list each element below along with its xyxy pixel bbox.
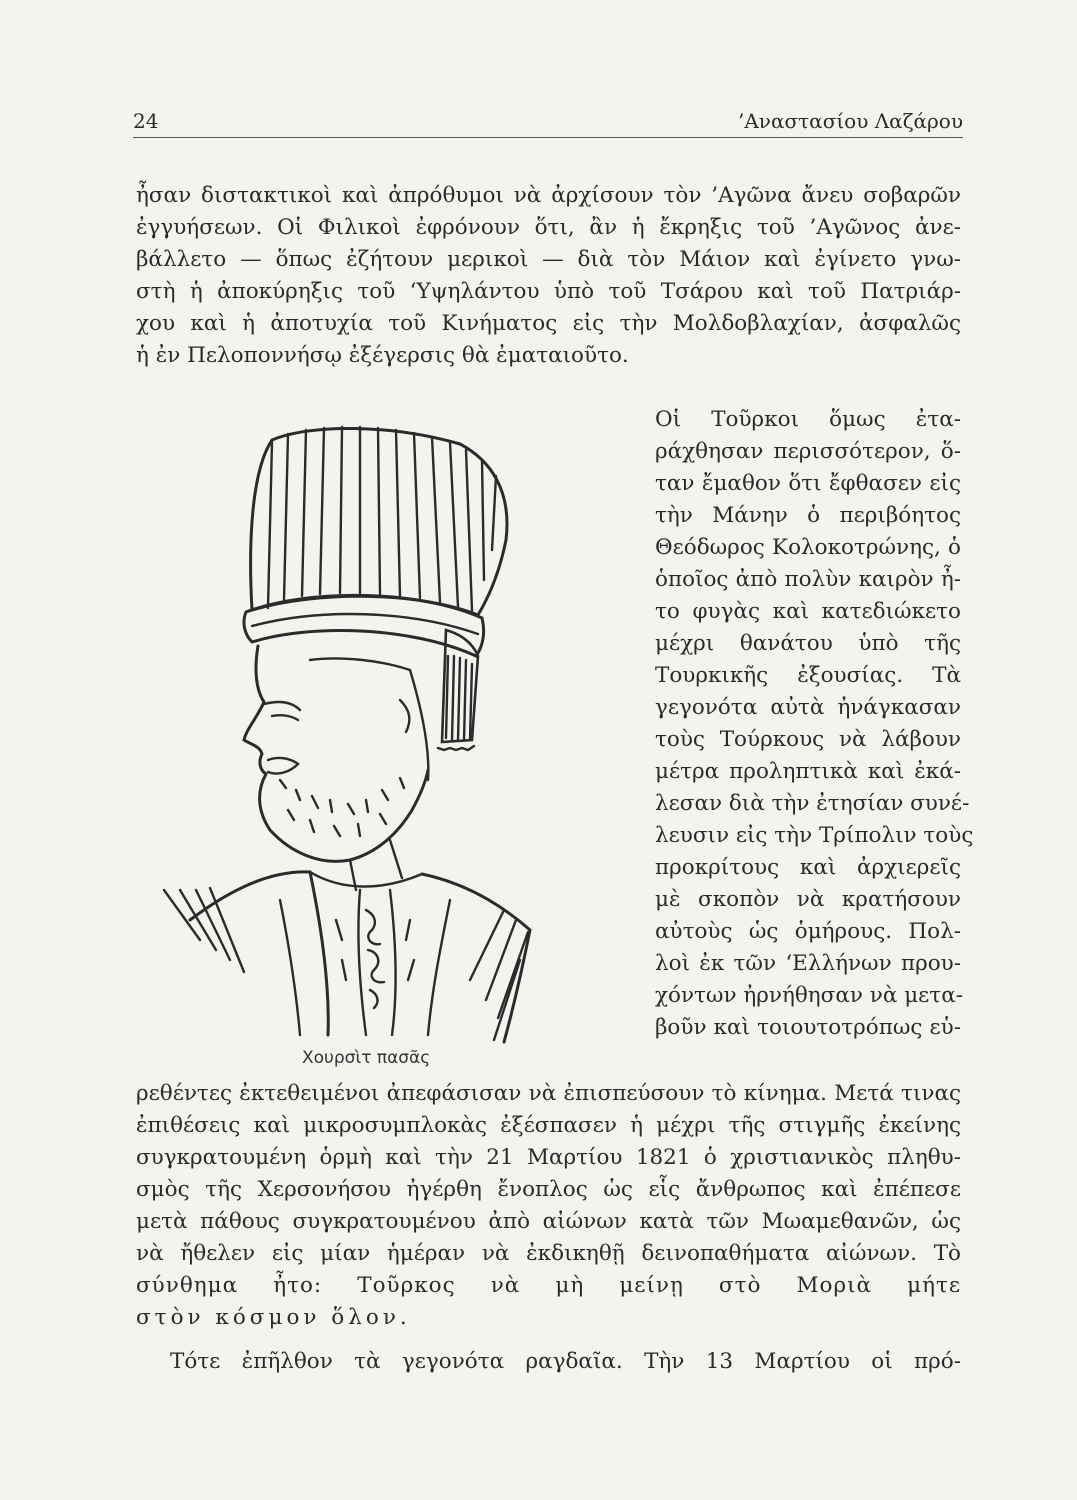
text-line: σμὸς τῆς Χερσονήσου ἠγέρθη ἔνοπλος ὡς εἷς ἄνθρωπος καὶ ἐπέπεσε — [136, 1177, 961, 1202]
text-line: στὴ ἡ ἀποκύρηξις τοῦ ‘Υψηλάντου ὑπὸ τοῦ Τσάρου καὶ τοῦ Πατριάρ- — [136, 279, 961, 304]
text-line: μέχρι θανάτου ὑπὸ τῆς — [655, 631, 961, 656]
text-line: μὲ σκοπὸν νὰ κρατήσουν — [655, 887, 961, 912]
text-line: μέτρα προληπτικὰ καὶ ἐκά- — [655, 759, 961, 784]
text-line: νὰ ἤθελεν εἰς μίαν ἡμέραν νὰ ἐκδικηθῇ δεινοπαθήματα αἰώνων. Τὸ — [136, 1241, 961, 1266]
figure-caption: Χουρσὶτ πασᾶς — [302, 1048, 431, 1068]
running-head: ’Αναστασίου Λαζάρου — [738, 109, 963, 133]
page-header — [133, 105, 963, 138]
text-line: Θεόδωρος Κολοκοτρώνης, ὁ — [655, 535, 961, 560]
text-line: λεσαν διὰ τὴν ἐτησίαν συνέ- — [655, 791, 970, 816]
text-line: ἐγγυήσεων. Οἱ Φιλικοὶ ἐφρόνουν ὅτι, ἂν ἡ ἔκρηξις τοῦ ’Αγῶνος ἀνε- — [136, 215, 961, 240]
text-line: λοὶ ἐκ τῶν ‘Ελλήνων πρου- — [655, 951, 961, 976]
text-line: χόντων ἠρνήθησαν νὰ μετα- — [655, 983, 963, 1008]
text-line: ταν ἔμαθον ὅτι ἔφθασεν εἰς — [655, 471, 961, 496]
text-line: ράχθησαν περισσότερον, ὅ- — [655, 439, 961, 464]
text-line: συγκρατουμένη ὁρμὴ καὶ τὴν 21 Μαρτίου 1821 ὁ χριστιανικὸς πληθυ- — [136, 1145, 961, 1170]
text-line: ἡ ἐν Πελοποννήσῳ ἐξέγερσις θὰ ἐματαιοῦτο. — [136, 343, 629, 368]
page-number: 24 — [133, 109, 159, 133]
text-line: λευσιν εἰς τὴν Τρίπολιν τοὺς — [655, 823, 974, 848]
text-line: τοὺς Τούρκους νὰ λάβουν — [655, 727, 961, 752]
text-line: μετὰ πάθους συγκρατουμένου ἀπὸ αἰώνων κατὰ τῶν Μωαμεθανῶν, ὡς — [136, 1209, 961, 1234]
text-line: χου καὶ ἡ ἀποτυχία τοῦ Κινήματος εἰς τὴν Μολδοβλαχίαν, ἀσφαλῶς — [136, 311, 961, 336]
text-line: Τουρκικῆς ἐξουσίας. Τὰ — [655, 663, 961, 688]
text-line: ρεθέντες ἐκτεθειμένοι ἀπεφάσισαν νὰ ἐπισπεύσουν τὸ κίνημα. Μετά τινας — [136, 1081, 961, 1106]
text-line: προκρίτους καὶ ἀρχιερεῖς — [655, 855, 961, 880]
text-line: τὴν Μάνην ὁ περιβόητος — [655, 503, 961, 528]
text-line: βάλλετο — ὅπως ἐζήτουν μερικοὶ — διὰ τὸν Μάιον καὶ ἐγίνετο γνω- — [136, 247, 961, 272]
text-line: ἐπιθέσεις καὶ μικροσυμπλοκὰς ἐξέσπασεν ἡ μέχρι τῆς στιγμῆς ἐκείνης — [136, 1113, 961, 1138]
text-line: βοῦν καὶ τοιουτοτρόπως εὑ- — [655, 1015, 961, 1040]
text-line: Οἱ Τοῦρκοι ὅμως ἐτα- — [655, 407, 961, 432]
text-line: γεγονότα αὐτὰ ἠνάγκασαν — [655, 695, 961, 720]
text-line: Τότε ἐπῆλθον τὰ γεγονότα ραγδαῖα. Τὴν 13 Μαρτίου οἱ πρό- — [170, 1349, 961, 1374]
text-line: το φυγὰς καὶ κατεδιώκετο — [655, 599, 961, 624]
portrait-illustration — [160, 420, 540, 1045]
text-line: σύνθημα ἦτο: Τοῦρκος νὰ μὴ μείνῃ στὸ Μοριὰ μήτε — [136, 1273, 961, 1298]
text-line: αὐτοὺς ὡς ὁμήρους. Πολ- — [655, 919, 961, 944]
text-line: ἦσαν διστακτικοὶ καὶ ἀπρόθυμοι νὰ ἀρχίσουν τὸν ’Αγῶνα ἄνευ σοβαρῶν — [136, 183, 961, 208]
text-line: στὸν κόσμον ὅλον. — [136, 1305, 411, 1330]
text-line: ὁποῖος ἀπὸ πολὺν καιρὸν ἦ- — [655, 567, 961, 592]
